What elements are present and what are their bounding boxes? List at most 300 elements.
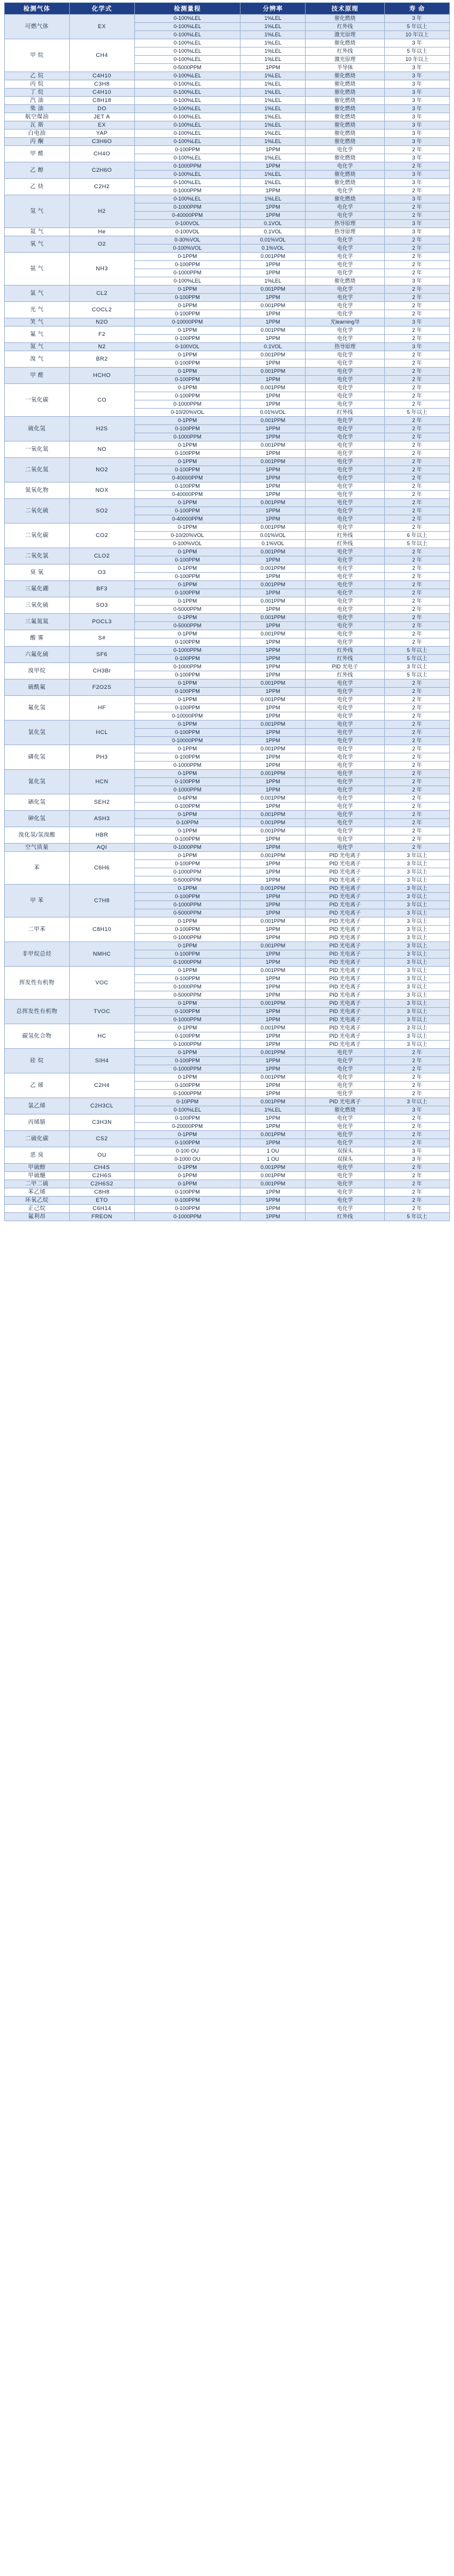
cell-gas-name: 苯 xyxy=(5,852,70,885)
cell-principle: 电化学 xyxy=(306,286,385,294)
table-row xyxy=(5,121,450,130)
cell-range: 0-1PPM xyxy=(134,417,240,425)
cell-formula: C7H8 xyxy=(69,885,134,917)
cell-life: 3 年 xyxy=(385,277,450,286)
cell-life: 2 年 xyxy=(385,1197,450,1205)
cell-principle: 催化燃烧 xyxy=(306,39,385,47)
cell-range: 0-1000PPM xyxy=(134,269,240,277)
cell-principle: 电化学 xyxy=(306,351,385,359)
cell-formula: S# xyxy=(69,630,134,647)
cell-resolution: 1%LEL xyxy=(240,23,306,31)
cell-formula: CLO2 xyxy=(69,548,134,565)
cell-range: 0-1000PPM xyxy=(134,1065,240,1073)
cell-life: 2 年 xyxy=(385,811,450,819)
cell-life: 2 年 xyxy=(385,745,450,753)
cell-resolution: 1%LEL xyxy=(240,154,306,162)
cell-range: 0-5000PPM xyxy=(134,64,240,72)
cell-resolution: 1PPM xyxy=(240,803,306,811)
table-row xyxy=(5,647,450,655)
cell-range: 0-1000PPM xyxy=(134,762,240,770)
cell-gas-name: 硅 烷 xyxy=(5,1049,70,1073)
cell-life: 2 年 xyxy=(385,491,450,499)
cell-resolution: 0.001PPM xyxy=(240,942,306,950)
cell-life: 2 年 xyxy=(385,244,450,253)
table-row xyxy=(5,614,450,622)
cell-resolution: 1PPM xyxy=(240,786,306,794)
cell-formula: ASH3 xyxy=(69,811,134,827)
cell-gas-name: 氯化氢 xyxy=(5,721,70,745)
cell-formula: C2H6S2 xyxy=(69,1180,134,1188)
cell-principle: 电化学 xyxy=(306,1197,385,1205)
cell-range: 0-40000PPM xyxy=(134,515,240,524)
cell-principle: 催化燃烧 xyxy=(306,1106,385,1114)
cell-life: 3 年 xyxy=(385,343,450,351)
cell-gas-name: 氢 气 xyxy=(5,195,70,228)
cell-range: 0-1000PPM xyxy=(134,901,240,909)
cell-range: 0-1PPM xyxy=(134,327,240,335)
cell-gas-name: 一氧化氮 xyxy=(5,441,70,458)
cell-life: 2 年 xyxy=(385,524,450,532)
cell-principle: 电化学 xyxy=(306,606,385,614)
cell-gas-name: 六氟化硫 xyxy=(5,647,70,663)
cell-gas-name: 溴化氢/氢溴酸 xyxy=(5,827,70,844)
cell-life: 3 年以上 xyxy=(385,1016,450,1024)
cell-gas-name: 白电油 xyxy=(5,130,70,138)
cell-principle: 电化学 xyxy=(306,368,385,376)
cell-principle: 电化学 xyxy=(306,1065,385,1073)
cell-range: 0-100PPM xyxy=(134,425,240,433)
cell-principle: 电化学 xyxy=(306,1172,385,1180)
cell-range: 0-5000PPM xyxy=(134,991,240,1000)
cell-principle: 电化学 xyxy=(306,417,385,425)
cell-formula: HC xyxy=(69,1024,134,1049)
cell-gas-name: 总挥发性有机物 xyxy=(5,1000,70,1024)
cell-life: 2 年 xyxy=(385,351,450,359)
cell-range: 0-100PPM xyxy=(134,1008,240,1016)
cell-formula: BF3 xyxy=(69,581,134,597)
cell-life: 2 年 xyxy=(385,253,450,261)
cell-resolution: 1PPM xyxy=(240,318,306,327)
cell-life: 3 年以上 xyxy=(385,852,450,860)
cell-resolution: 0.001PPM xyxy=(240,745,306,753)
cell-range: 0-5000PPM xyxy=(134,606,240,614)
table-row xyxy=(5,1073,450,1082)
cell-life: 3 年 xyxy=(385,195,450,203)
cell-life: 2 年 xyxy=(385,786,450,794)
cell-life: 3 年以上 xyxy=(385,942,450,950)
cell-principle: 电化学 xyxy=(306,236,385,244)
cell-range: 0-1PPM xyxy=(134,614,240,622)
cell-range: 0-100%LEL xyxy=(134,89,240,97)
cell-principle: 电化学 xyxy=(306,589,385,597)
cell-formula: VOC xyxy=(69,967,134,1000)
cell-resolution: 1PPM xyxy=(240,1082,306,1090)
cell-principle: PID 光电离子 xyxy=(306,876,385,885)
cell-range: 0-100VOL xyxy=(134,343,240,351)
cell-resolution: 0.001PPM xyxy=(240,1164,306,1172)
table-row xyxy=(5,1180,450,1188)
cell-principle: 催化燃烧 xyxy=(306,97,385,105)
table-row xyxy=(5,138,450,146)
cell-gas-name: 氟 气 xyxy=(5,327,70,343)
cell-principle: 电化学 xyxy=(306,261,385,269)
cell-life: 3 年 xyxy=(385,97,450,105)
cell-life: 3 年以上 xyxy=(385,967,450,975)
cell-resolution: 1PPM xyxy=(240,433,306,441)
cell-life: 3 年 xyxy=(385,80,450,89)
cell-resolution: 1%LEL xyxy=(240,113,306,121)
cell-range: 0-100%LEL xyxy=(134,15,240,23)
cell-gas-name: 乙 炔 xyxy=(5,179,70,195)
cell-resolution: 0.1%VOL xyxy=(240,244,306,253)
cell-life: 3 年 xyxy=(385,39,450,47)
cell-resolution: 1PPM xyxy=(240,934,306,942)
cell-resolution: 0.001PPM xyxy=(240,885,306,893)
table-row xyxy=(5,130,450,138)
cell-resolution: 1PPM xyxy=(240,606,306,614)
cell-life: 2 年 xyxy=(385,450,450,458)
cell-gas-name: 磷化氢 xyxy=(5,745,70,770)
cell-resolution: 1 OU xyxy=(240,1147,306,1156)
cell-gas-name: 氰化氢 xyxy=(5,770,70,794)
cell-range: 0-1PPM xyxy=(134,441,240,450)
cell-life: 6 年以上 xyxy=(385,532,450,540)
cell-range: 0-1000PPM xyxy=(134,786,240,794)
cell-principle: 电化学 xyxy=(306,392,385,400)
cell-range: 0-1PPM xyxy=(134,885,240,893)
cell-range: 0-1PPM xyxy=(134,1131,240,1139)
cell-life: 2 年 xyxy=(385,844,450,852)
cell-principle: PID 光电离子 xyxy=(306,885,385,893)
cell-gas-name: 正己烷 xyxy=(5,1205,70,1213)
cell-gas-name: 乙 醇 xyxy=(5,162,70,179)
table-row xyxy=(5,318,450,327)
cell-life: 2 年 xyxy=(385,515,450,524)
cell-formula: CO xyxy=(69,384,134,417)
cell-resolution: 1PPM xyxy=(240,959,306,967)
cell-principle: 电化学 xyxy=(306,721,385,729)
cell-principle: 电化学 xyxy=(306,310,385,318)
cell-formula: ETO xyxy=(69,1197,134,1205)
cell-formula: BR2 xyxy=(69,351,134,368)
cell-formula: C2H6S xyxy=(69,1172,134,1180)
cell-resolution: 0.001PPM xyxy=(240,1073,306,1082)
cell-range: 0-100PPM xyxy=(134,753,240,762)
cell-principle: 电化学 xyxy=(306,811,385,819)
cell-range: 0-100PPM xyxy=(134,261,240,269)
cell-resolution: 1PPM xyxy=(240,712,306,721)
table-row xyxy=(5,581,450,589)
table-row xyxy=(5,15,450,23)
cell-resolution: 1PPM xyxy=(240,762,306,770)
cell-range: 0-1PPM xyxy=(134,721,240,729)
cell-range: 0-1PPM xyxy=(134,630,240,638)
cell-principle: 电化学 xyxy=(306,269,385,277)
cell-range: 0-100PPM xyxy=(134,778,240,786)
cell-principle: 电化学 xyxy=(306,458,385,466)
cell-range: 0-1000 OU xyxy=(134,1156,240,1164)
cell-formula: O3 xyxy=(69,565,134,581)
cell-principle: 催化燃烧 xyxy=(306,179,385,187)
cell-range: 0-100%LEL xyxy=(134,277,240,286)
cell-range: 0-1000PPM xyxy=(134,663,240,671)
cell-principle: PID 光电离子 xyxy=(306,1041,385,1049)
cell-range: 0-100%LEL xyxy=(134,130,240,138)
cell-resolution: 1PPM xyxy=(240,909,306,917)
cell-life: 2 年 xyxy=(385,827,450,835)
cell-range: 0-100%LEL xyxy=(134,23,240,31)
cell-principle: 电化学 xyxy=(306,565,385,573)
cell-gas-name: 可燃气体 xyxy=(5,15,70,39)
cell-resolution: 0.001PPM xyxy=(240,917,306,926)
cell-principle: 电化学 xyxy=(306,770,385,778)
cell-principle: 电化学 xyxy=(306,704,385,712)
cell-resolution: 1PPM xyxy=(240,1016,306,1024)
cell-range: 0-1PPM xyxy=(134,253,240,261)
cell-life: 2 年 xyxy=(385,441,450,450)
cell-principle: 电化学 xyxy=(306,507,385,515)
cell-life: 3 年以上 xyxy=(385,893,450,901)
table-row xyxy=(5,679,450,688)
cell-resolution: 1PPM xyxy=(240,1114,306,1123)
cell-range: 0-6PPM xyxy=(134,794,240,803)
cell-principle: 催化燃烧 xyxy=(306,15,385,23)
table-row xyxy=(5,794,450,803)
cell-resolution: 0.001PPM xyxy=(240,597,306,606)
cell-range: 0-10/20%VOL xyxy=(134,409,240,417)
cell-range: 0-1000PPM xyxy=(134,203,240,212)
cell-formula: C6H14 xyxy=(69,1205,134,1213)
cell-life: 2 年 xyxy=(385,286,450,294)
cell-life: 2 年 xyxy=(385,770,450,778)
cell-resolution: 1PPM xyxy=(240,507,306,515)
cell-range: 0-100%VOL xyxy=(134,244,240,253)
table-row xyxy=(5,524,450,532)
cell-resolution: 1PPM xyxy=(240,753,306,762)
cell-gas-name: 汽 油 xyxy=(5,97,70,105)
cell-principle: 激光原理 xyxy=(306,31,385,39)
table-row xyxy=(5,811,450,819)
cell-resolution: 1PPM xyxy=(240,926,306,934)
cell-resolution: 1PPM xyxy=(240,638,306,647)
cell-life: 3 年 xyxy=(385,220,450,228)
cell-range: 0-1PPM xyxy=(134,1180,240,1188)
cell-formula: F2O2S xyxy=(69,679,134,696)
cell-range: 0-5000PPM xyxy=(134,909,240,917)
table-row xyxy=(5,343,450,351)
cell-principle: 红外线 xyxy=(306,1213,385,1221)
cell-life: 2 年 xyxy=(385,819,450,827)
cell-range: 0-1PPM xyxy=(134,302,240,310)
cell-range: 0-100%LEL xyxy=(134,97,240,105)
cell-life: 2 年 xyxy=(385,1205,450,1213)
cell-formula: C2H4 xyxy=(69,1073,134,1098)
cell-resolution: 0.001PPM xyxy=(240,499,306,507)
cell-range: 0-100PPM xyxy=(134,835,240,844)
table-row xyxy=(5,1114,450,1123)
cell-life: 2 年 xyxy=(385,458,450,466)
cell-formula: H2 xyxy=(69,195,134,228)
cell-resolution: 1PPM xyxy=(240,729,306,737)
table-row xyxy=(5,696,450,704)
cell-resolution: 0.001PPM xyxy=(240,630,306,638)
cell-resolution: 1PPM xyxy=(240,310,306,318)
cell-range: 0-100PPM xyxy=(134,556,240,565)
cell-gas-name: 丁 烷 xyxy=(5,89,70,97)
cell-resolution: 1PPM xyxy=(240,1008,306,1016)
cell-life: 3 年以上 xyxy=(385,975,450,983)
cell-resolution: 0.001PPM xyxy=(240,524,306,532)
cell-resolution: 1PPM xyxy=(240,688,306,696)
table-row xyxy=(5,302,450,310)
table-row xyxy=(5,89,450,97)
cell-principle: 电化学 xyxy=(306,573,385,581)
cell-range: 0-100PPM xyxy=(134,729,240,737)
table-row xyxy=(5,351,450,359)
table-header-row xyxy=(5,3,450,15)
cell-life: 2 年 xyxy=(385,597,450,606)
cell-formula: NOX xyxy=(69,482,134,499)
cell-principle: 电化学 xyxy=(306,548,385,556)
cell-life: 2 年 xyxy=(385,679,450,688)
cell-principle: 电化学 xyxy=(306,753,385,762)
cell-formula: HCHO xyxy=(69,368,134,384)
cell-resolution: 0.001PPM xyxy=(240,1024,306,1032)
cell-range: 0-100PPM xyxy=(134,294,240,302)
cell-life: 5 年以上 xyxy=(385,47,450,56)
cell-resolution: 1PPM xyxy=(240,737,306,745)
cell-life: 2 年 xyxy=(385,507,450,515)
cell-principle: 热导原理 xyxy=(306,228,385,236)
cell-resolution: 1%LEL xyxy=(240,179,306,187)
cell-principle: PID 光电离子 xyxy=(306,975,385,983)
cell-resolution: 1PPM xyxy=(240,1213,306,1221)
cell-life: 2 年 xyxy=(385,803,450,811)
cell-gas-name: 乙 烷 xyxy=(5,72,70,80)
cell-life: 2 年 xyxy=(385,589,450,597)
cell-range: 0-20000PPM xyxy=(134,1123,240,1131)
cell-gas-name: 一氧化碳 xyxy=(5,384,70,417)
cell-gas-name: 空气质量 xyxy=(5,844,70,852)
cell-principle: 电化学 xyxy=(306,474,385,482)
cell-principle: PID 光电离子 xyxy=(306,868,385,876)
cell-formula: PH3 xyxy=(69,745,134,770)
cell-range: 0-1000PPM xyxy=(134,844,240,852)
cell-principle: 电化学 xyxy=(306,827,385,835)
cell-principle: PID 光电离子 xyxy=(306,926,385,934)
cell-gas-name: 溴甲烷 xyxy=(5,663,70,679)
header-formula: 化学式 xyxy=(69,3,134,15)
cell-formula: CS2 xyxy=(69,1131,134,1147)
cell-resolution: 1PPM xyxy=(240,663,306,671)
cell-gas-name: 航空煤油 xyxy=(5,113,70,121)
cell-principle: 电化学 xyxy=(306,482,385,491)
cell-principle: 电化学 xyxy=(306,737,385,745)
cell-formula: He xyxy=(69,228,134,236)
cell-range: 0-100PPM xyxy=(134,860,240,868)
cell-resolution: 0.001PPM xyxy=(240,1131,306,1139)
cell-resolution: 0.001PPM xyxy=(240,1049,306,1057)
cell-range: 0-100PPM xyxy=(134,392,240,400)
cell-range: 0-1PPM xyxy=(134,745,240,753)
cell-gas-name: 氯 气 xyxy=(5,286,70,302)
cell-range: 0-10PPM xyxy=(134,819,240,827)
cell-principle: 电化学 xyxy=(306,712,385,721)
cell-principle: PID 光电离子 xyxy=(306,1098,385,1106)
cell-life: 2 年 xyxy=(385,400,450,409)
cell-range: 0-1PPM xyxy=(134,458,240,466)
cell-formula: POCL3 xyxy=(69,614,134,630)
cell-life: 2 年 xyxy=(385,417,450,425)
cell-principle: 光learning导 xyxy=(306,318,385,327)
cell-life: 2 年 xyxy=(385,392,450,400)
cell-principle: 催化燃烧 xyxy=(306,195,385,203)
cell-life: 5 年以上 xyxy=(385,1213,450,1221)
cell-principle: PID 光电离子 xyxy=(306,860,385,868)
cell-life: 2 年 xyxy=(385,548,450,556)
cell-life: 2 年 xyxy=(385,466,450,474)
cell-gas-name: 氟化氢 xyxy=(5,696,70,721)
cell-principle: PID 光电离子 xyxy=(306,1000,385,1008)
cell-resolution: 1PPM xyxy=(240,146,306,154)
cell-life: 2 年 xyxy=(385,696,450,704)
cell-formula: CO2 xyxy=(69,524,134,548)
cell-range: 0-100PPM xyxy=(134,1205,240,1213)
cell-gas-name: 丙烯腈 xyxy=(5,1114,70,1131)
cell-range: 0-1PPM xyxy=(134,811,240,819)
cell-life: 2 年 xyxy=(385,1057,450,1065)
cell-life: 2 年 xyxy=(385,573,450,581)
cell-principle: 电化学 xyxy=(306,778,385,786)
cell-resolution: 1PPM xyxy=(240,450,306,458)
cell-principle: 电化学 xyxy=(306,1131,385,1139)
cell-gas-name: 砷化氢 xyxy=(5,811,70,827)
cell-life: 3 年 xyxy=(385,154,450,162)
cell-resolution: 0.001PPM xyxy=(240,384,306,392)
cell-resolution: 1%LEL xyxy=(240,130,306,138)
cell-resolution: 0.001PPM xyxy=(240,351,306,359)
cell-life: 2 年 xyxy=(385,1188,450,1197)
table-row xyxy=(5,770,450,778)
cell-range: 0-1PPM xyxy=(134,286,240,294)
cell-principle: 电化学 xyxy=(306,1073,385,1082)
cell-life: 2 年 xyxy=(385,614,450,622)
cell-principle: 催化燃烧 xyxy=(306,277,385,286)
table-row xyxy=(5,1024,450,1032)
cell-principle: 双探头 xyxy=(306,1156,385,1164)
cell-range: 0-100 OU xyxy=(134,1147,240,1156)
cell-resolution: 1PPM xyxy=(240,335,306,343)
cell-range: 0-1PPM xyxy=(134,827,240,835)
cell-life: 2 年 xyxy=(385,146,450,154)
cell-principle: 电化学 xyxy=(306,1164,385,1172)
cell-resolution: 0.001PPM xyxy=(240,811,306,819)
cell-principle: 电化学 xyxy=(306,244,385,253)
cell-range: 0-1000PPM xyxy=(134,983,240,991)
table-row xyxy=(5,384,450,392)
cell-principle: 催化燃烧 xyxy=(306,72,385,80)
cell-principle: 电化学 xyxy=(306,302,385,310)
cell-principle: PID 光电离子 xyxy=(306,1016,385,1024)
cell-principle: PID 光电离子 xyxy=(306,1008,385,1016)
table-row xyxy=(5,80,450,89)
cell-life: 3 年以上 xyxy=(385,663,450,671)
cell-resolution: 0.001PPM xyxy=(240,696,306,704)
cell-principle: 电化学 xyxy=(306,433,385,441)
cell-resolution: 1PPM xyxy=(240,655,306,663)
cell-formula: EX xyxy=(69,121,134,130)
cell-formula: C8H10 xyxy=(69,917,134,942)
